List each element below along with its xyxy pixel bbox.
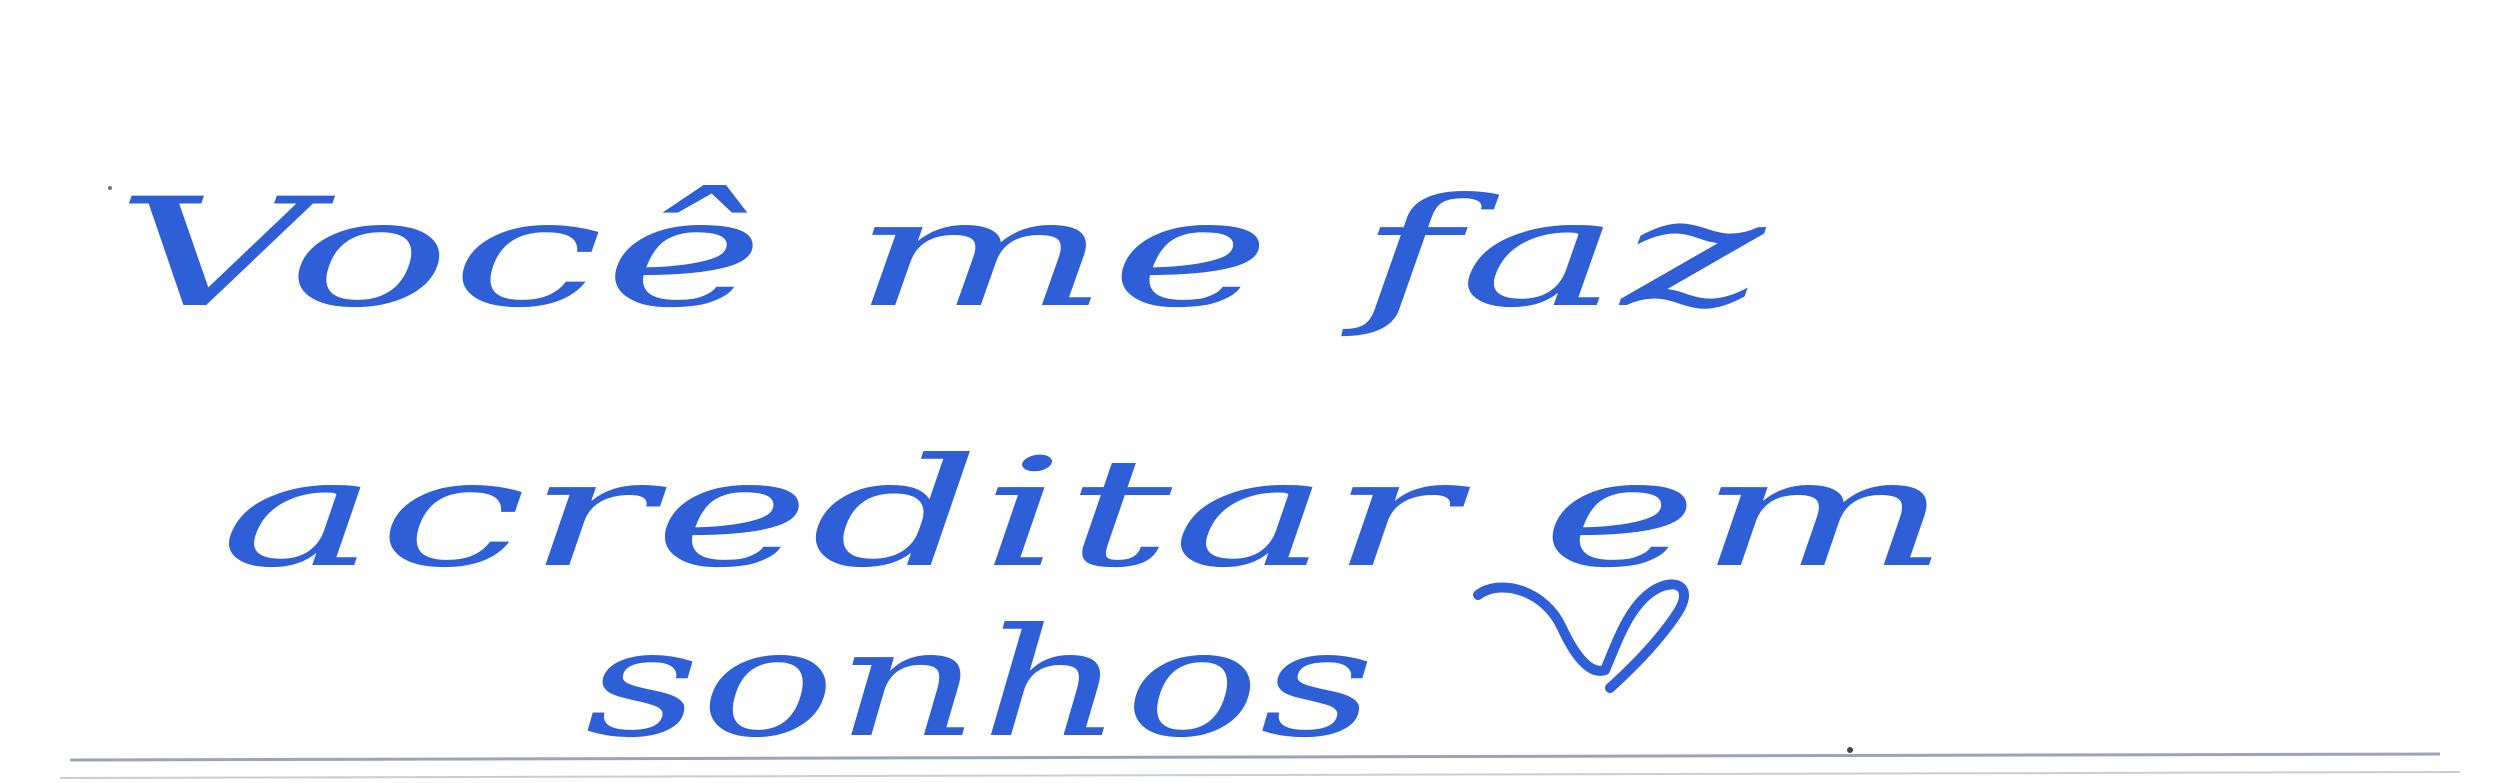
paper-bottom-shadow [60, 772, 2460, 778]
ink-speck [1847, 747, 1853, 753]
note-line-1: Você me faz [115, 167, 1767, 341]
ink-speck [108, 186, 112, 190]
note-line-2: acreditar em [220, 427, 1950, 601]
note-line-3: sonhos [585, 597, 1375, 771]
